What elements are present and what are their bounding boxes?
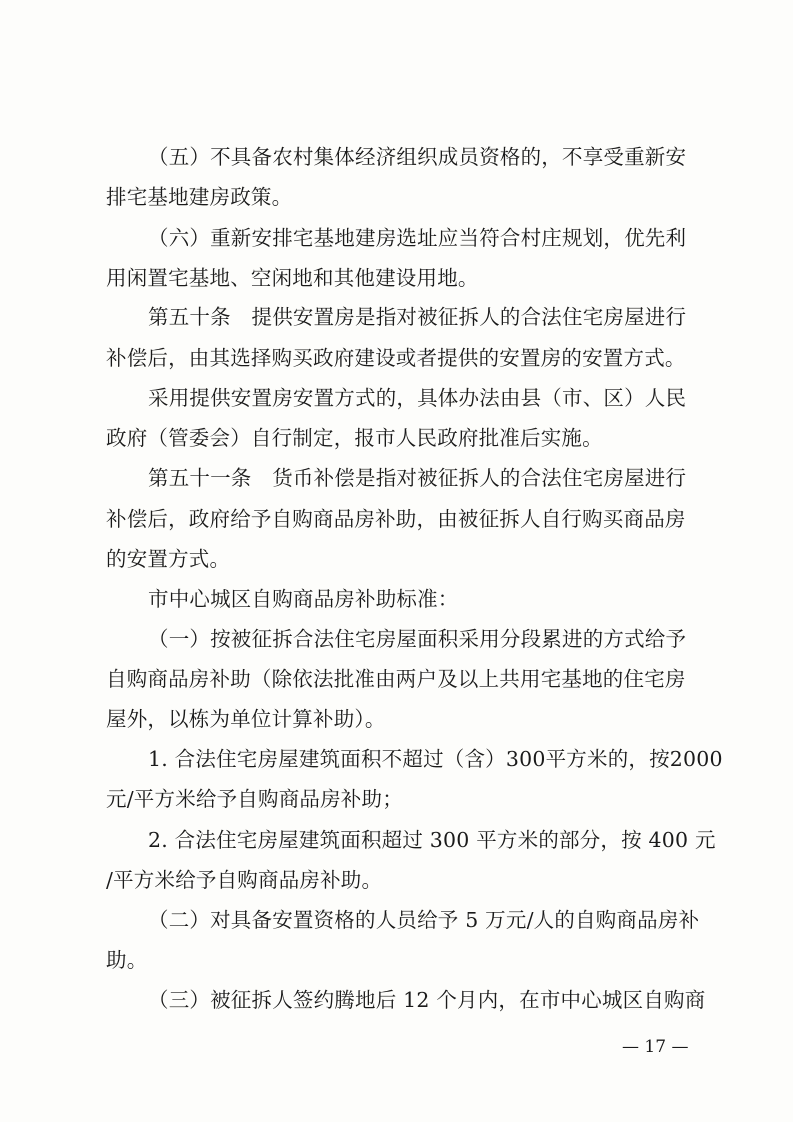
paragraph-line: （三）被征拆人签约腾地后 12 个月内，在市中心城区自购商 (148, 988, 706, 1012)
paragraph-line: （五）不具备农村集体经济组织成员资格的，不享受重新安 (148, 145, 687, 169)
paragraph-line: 2. 合法住宅房屋建筑面积超过 300 平方米的部分，按 400 元 (148, 828, 716, 852)
paragraph-line: 屋外，以栋为单位计算补助）。 (106, 707, 386, 731)
paragraph-line: 市中心城区自购商品房补助标准： (148, 587, 459, 611)
paragraph-line: 的安置方式。 (106, 547, 231, 571)
paragraph-line: 自购商品房补助（除依法批准由两户及以上共用宅基地的住宅房 (106, 667, 686, 691)
article-50-line: 第五十条 提供安置房是指对被征拆人的合法住宅房屋进行 (148, 305, 687, 329)
page-number: — 17 — (622, 1037, 689, 1057)
paragraph-line: 政府（管委会）自行制定，报市人民政府批准后实施。 (106, 426, 603, 450)
paragraph-line: 补偿后，政府给予自购商品房补助，由被征拆人自行购买商品房 (106, 507, 686, 531)
paragraph-line: （一）按被征拆合法住宅房屋面积采用分段累进的方式给予 (148, 627, 687, 651)
paragraph-line: 采用提供安置房安置方式的，具体办法由县（市、区）人民 (148, 386, 687, 410)
paragraph-line: 元/平方米给予自购商品房补助； (106, 787, 403, 811)
paragraph-line: 排宅基地建房政策。 (106, 185, 293, 209)
paragraph-line: （六）重新安排宅基地建房选址应当符合村庄规划，优先利 (148, 226, 687, 250)
paragraph-line: 补偿后，由其选择购买政府建设或者提供的安置房的安置方式。 (106, 346, 686, 370)
article-51-line: 第五十一条 货币补偿是指对被征拆人的合法住宅房屋进行 (148, 466, 687, 490)
paragraph-line: 用闲置宅基地、空闲地和其他建设用地。 (106, 266, 479, 290)
paragraph-line: （二）对具备安置资格的人员给予 5 万元/人的自购商品房补 (148, 908, 700, 932)
paragraph-line: 1. 合法住宅房屋建筑面积不超过（含）300平方米的，按2000 (148, 747, 723, 771)
paragraph-line: 助。 (106, 948, 148, 972)
paragraph-line: /平方米给予自购商品房补助。 (106, 868, 383, 892)
